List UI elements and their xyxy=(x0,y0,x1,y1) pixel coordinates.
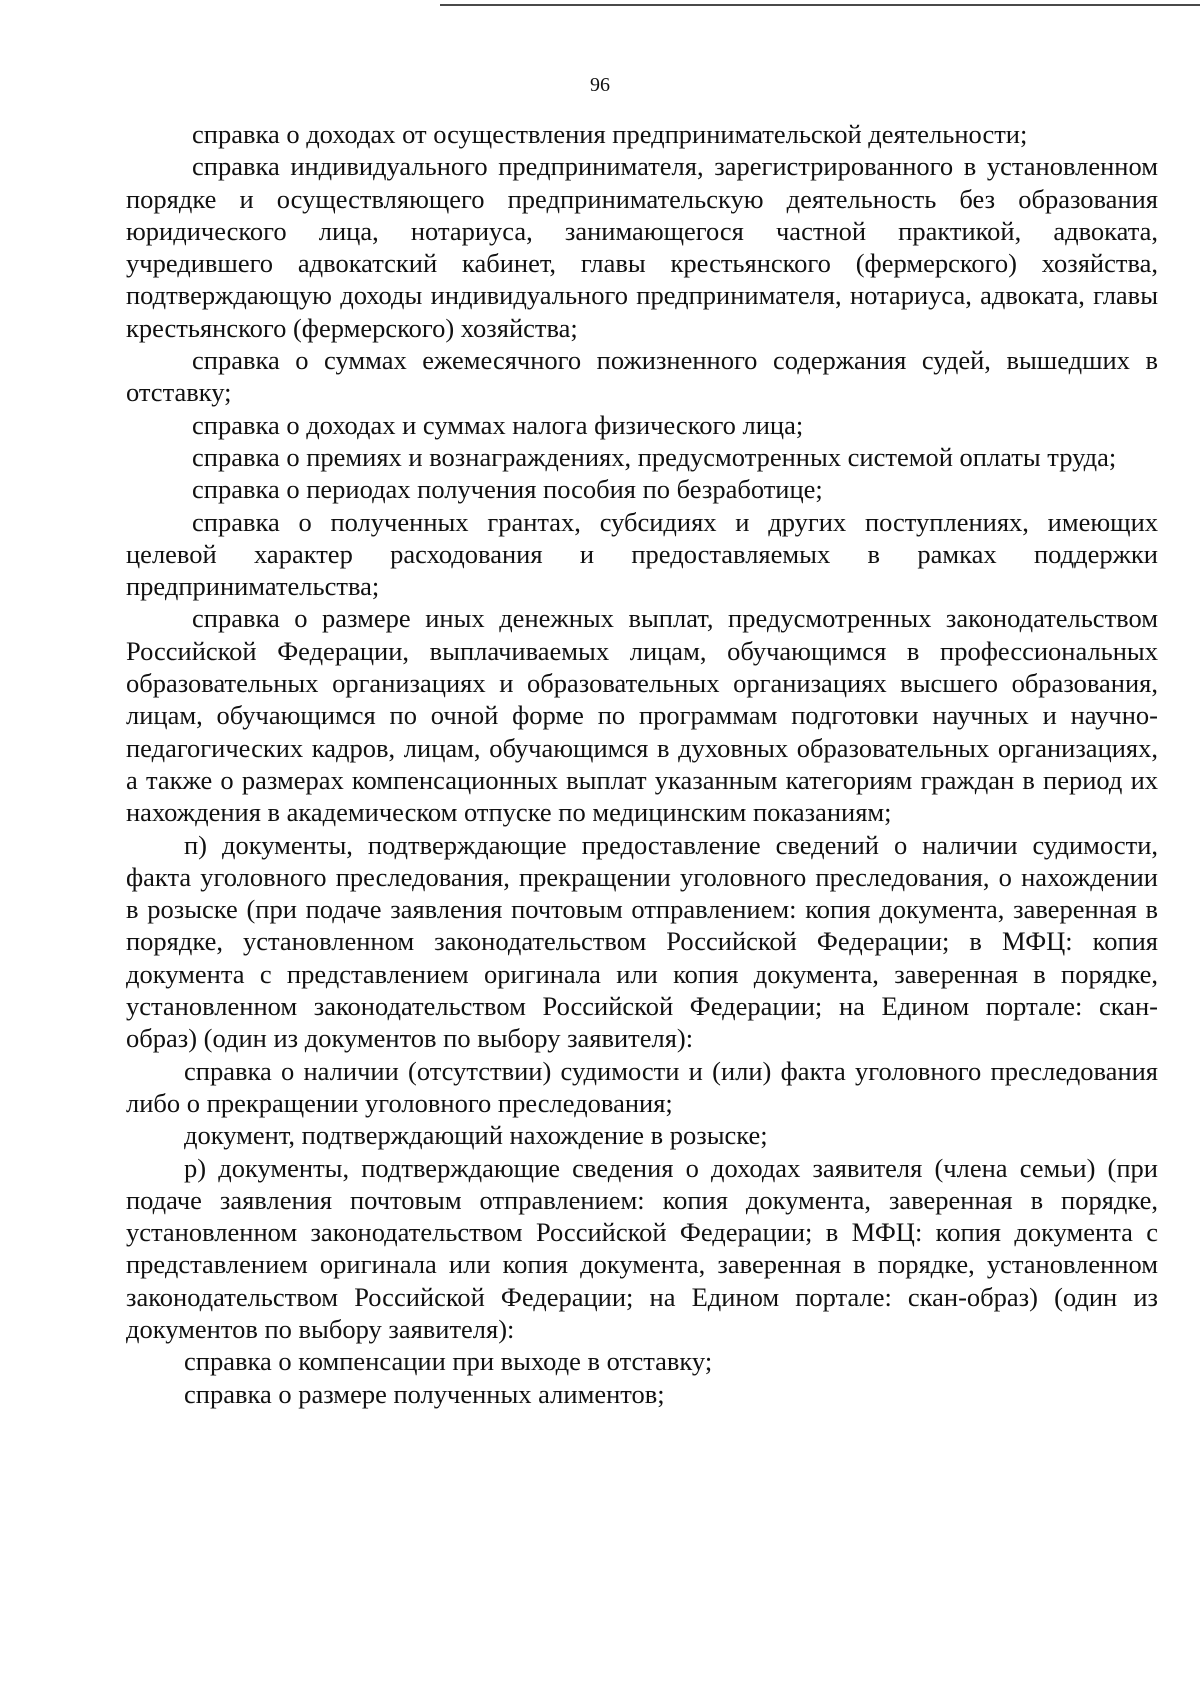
top-border-line xyxy=(440,4,1200,6)
paragraph: справка о наличии (отсутствии) судимости и (или) факта уголовного преследования либо о прекращении уголовного преследования; xyxy=(126,1055,1158,1118)
paragraph: справка о размере полученных алиментов; xyxy=(184,1378,665,1409)
paragraph: справка о полученных грантах, субсидиях и других поступлениях, имеющих целевой характер расходования и предоставляемых в рамках поддержки предпринимательства; xyxy=(126,506,1158,602)
paragraph: справка о доходах от осуществления предпринимательской деятельности; xyxy=(192,119,1028,149)
paragraph: справка о компенсации при выходе в отставку; xyxy=(184,1346,713,1377)
page-number: 96 xyxy=(590,74,610,96)
paragraph: справка о доходах и суммах налога физического лица; xyxy=(192,409,804,440)
paragraph-item-p: п) документы, подтверждающие предоставление сведений о наличии судимости, факта уголовного преследования, прекращении уголовного преследования, о нахождении в розыске (при подаче заявления почтовым отправлением: копия документа, заверенная в порядке, установленном законодательством Российской Федерации; в МФЦ: копия документа с представлением оригинала или копия документа, заверенная в порядке, установленном законодательством Российской Федерации; на Едином портале: скан-образ) (один из документов по выбору заявителя): xyxy=(126,829,1158,1054)
paragraph: справка индивидуального предпринимателя, зарегистрированного в установленном порядке и осуществляющего предпринимательскую деятельность без образования юридического лица, нотариуса, занимающегося частной практикой, адвоката, учредившего адвокатский кабинет, главы крестьянского (фермерского) хозяйства, подтверждающую доходы индивидуального предпринимателя, нотариуса, адвоката, главы крестьянского (фермерского) хозяйства; xyxy=(126,151,1158,343)
paragraph-item-r: р) документы, подтверждающие сведения о доходах заявителя (члена семьи) (при подаче заявления почтовым отправлением: копия документа, заверенная в порядке, установленном законодательством Российской Федерации; в МФЦ: копия документа с представлением оригинала или копия документа, заверенная в порядке, установленном законодательством Российской Федерации; на Едином портале: скан-образ) (один из документов по выбору заявителя): xyxy=(126,1152,1158,1344)
document-body xyxy=(126,118,1158,1410)
paragraph: справка о суммах ежемесячного пожизненного содержания судей, вышедших в отставку; xyxy=(126,345,1158,408)
paragraph: документ, подтверждающий нахождение в розыске; xyxy=(184,1120,768,1151)
paragraph: справка о периодах получения пособия по безработице; xyxy=(192,474,823,505)
paragraph: справка о премиях и вознаграждениях, предусмотренных системой оплаты труда; xyxy=(192,441,1117,472)
paragraph: справка о размере иных денежных выплат, предусмотренных законодательством Российской Федерации, выплачиваемых лицам, обучающимся в профессиональных образовательных организациях и образовательных организациях высшего образования, лицам, обучающимся по очной форме по программам подготовки научных и научно-педагогических кадров, лицам, обучающимся в духовных образовательных организациях, а также о размерах компенсационных выплат указанным категориям граждан в период их нахождения в академическом отпуске по медицинским показаниям; xyxy=(126,603,1158,828)
